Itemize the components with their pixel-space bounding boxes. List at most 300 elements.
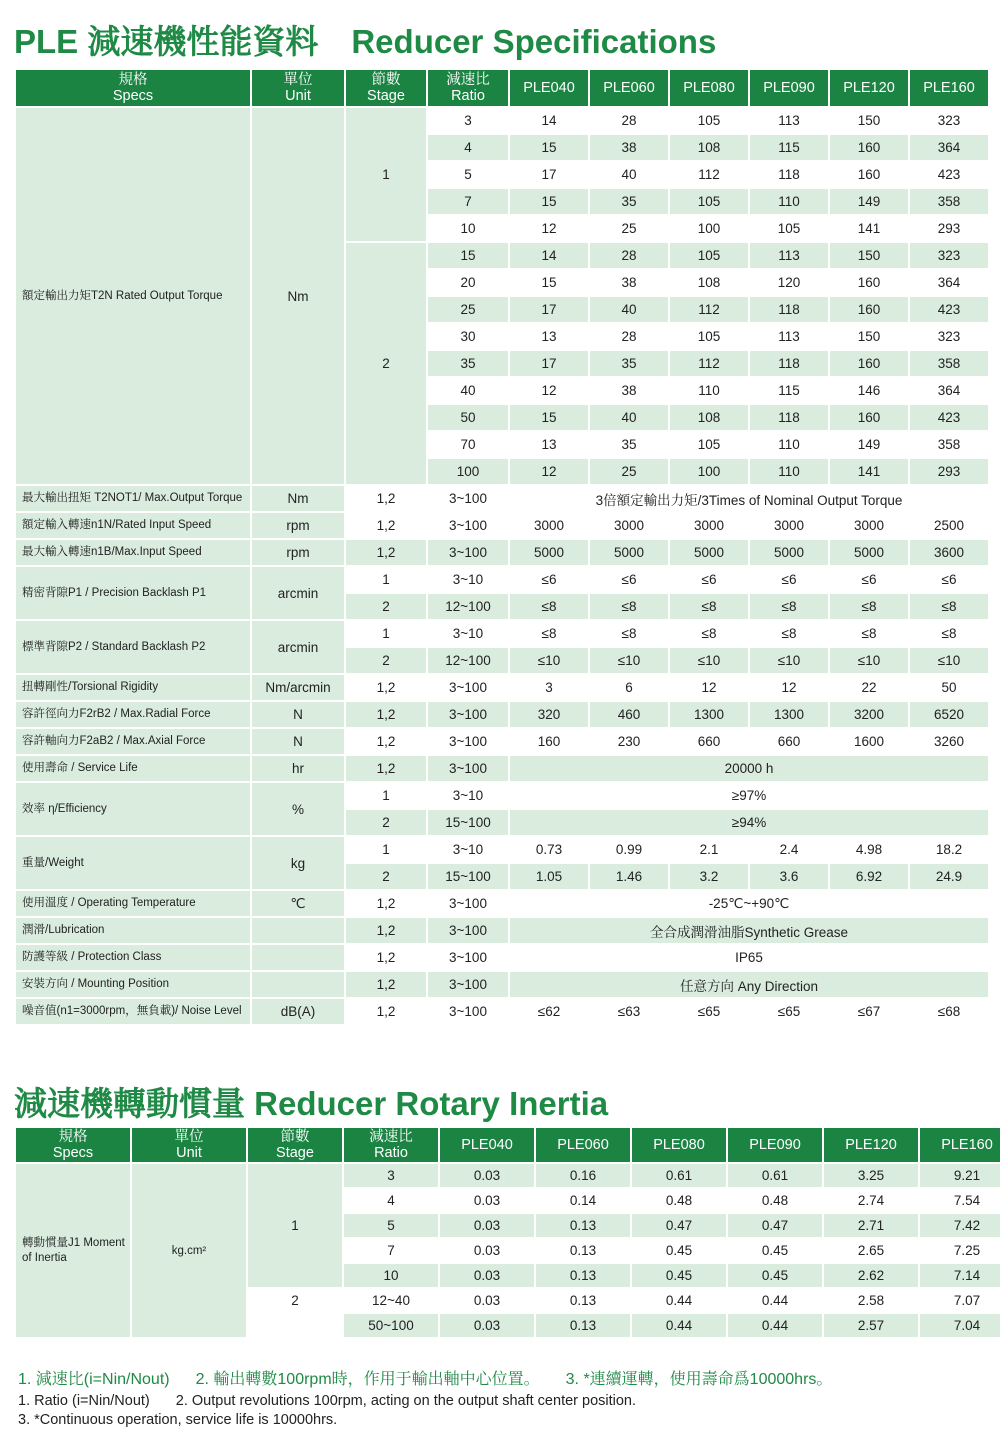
table-cell: hr <box>252 756 344 781</box>
table-cell: ≤8 <box>830 594 908 619</box>
table-cell: 115 <box>750 378 828 403</box>
table-cell: 12 <box>670 675 748 700</box>
table-cell: 2500 <box>910 513 988 538</box>
table-row <box>16 108 988 133</box>
table-cell: 17 <box>510 297 588 322</box>
table-row <box>16 999 988 1024</box>
table-cell: dB(A) <box>252 999 344 1024</box>
table-cell: ≤10 <box>750 648 828 673</box>
table-cell: 40 <box>428 378 508 403</box>
table-cell: 38 <box>590 378 668 403</box>
table-cell: 3~10 <box>428 621 508 646</box>
table-cell: ≤6 <box>830 567 908 592</box>
table-row <box>16 702 988 727</box>
header-model: PLE080 <box>670 70 748 106</box>
row-label: 噪音值(n1=3000rpm，無負載)/ Noise Level <box>16 999 250 1024</box>
header-ratio: 減速比 Ratio <box>344 1128 438 1162</box>
table-cell: 22 <box>830 675 908 700</box>
table-cell: 1 <box>346 621 426 646</box>
table-cell: 0.45 <box>728 1239 822 1262</box>
table-cell: 110 <box>750 432 828 457</box>
table-cell: 13 <box>510 432 588 457</box>
table-cell: 0.13 <box>536 1314 630 1337</box>
table-cell: ≤8 <box>510 594 588 619</box>
table-cell: ≤8 <box>750 621 828 646</box>
table-cell: 2.57 <box>824 1314 918 1337</box>
table-cell: 1300 <box>750 702 828 727</box>
table-cell: ≤6 <box>910 567 988 592</box>
table-cell: 2 <box>346 594 426 619</box>
table-cell: 12 <box>510 459 588 484</box>
table-cell: N <box>252 702 344 727</box>
table-cell: 1.05 <box>510 864 588 889</box>
table-row <box>16 675 988 700</box>
table-cell: 1,2 <box>346 972 426 997</box>
table-cell: 2 <box>346 648 426 673</box>
table-cell: 3倍額定輸出力矩/3Times of Nominal Output Torque <box>510 486 988 511</box>
table-cell: 9.21 <box>920 1164 1000 1187</box>
table-cell: 146 <box>830 378 908 403</box>
table-cell: 0.44 <box>632 1289 726 1312</box>
table-cell: 160 <box>830 135 908 160</box>
table-cell: 25 <box>428 297 508 322</box>
table-cell: 364 <box>910 135 988 160</box>
table-cell: 0.45 <box>632 1264 726 1287</box>
table-cell: 423 <box>910 405 988 430</box>
row-label: 潤滑/Lubrication <box>16 918 250 943</box>
table-cell: 38 <box>590 135 668 160</box>
table-cell: 358 <box>910 432 988 457</box>
table-cell: 40 <box>590 405 668 430</box>
table-cell: 12~100 <box>428 594 508 619</box>
table-cell: 113 <box>750 243 828 268</box>
table-cell: 3~100 <box>428 540 508 565</box>
table-cell: 3~100 <box>428 702 508 727</box>
table-cell <box>252 972 344 997</box>
table-cell: 160 <box>830 162 908 187</box>
table-cell: ≤8 <box>670 621 748 646</box>
row-label: 使用溫度 / Operating Temperature <box>16 891 250 916</box>
table-cell: 3~10 <box>428 783 508 808</box>
table-cell: ≤8 <box>590 594 668 619</box>
table-cell: ≤6 <box>750 567 828 592</box>
table-cell: ≤8 <box>910 621 988 646</box>
table-cell: 3000 <box>830 513 908 538</box>
table-cell: ≤6 <box>510 567 588 592</box>
stage-cell: 2 <box>248 1289 342 1337</box>
table-cell: rpm <box>252 513 344 538</box>
table-cell: ≤10 <box>510 648 588 673</box>
table-cell: 50 <box>428 405 508 430</box>
table-cell: ≥94% <box>510 810 988 835</box>
table-cell: ≤68 <box>910 999 988 1024</box>
table-cell: 1 <box>346 837 426 862</box>
table-cell: ≤8 <box>830 621 908 646</box>
table-cell: 364 <box>910 270 988 295</box>
header-stage: 節數 Stage <box>248 1128 342 1162</box>
table-cell: 0.03 <box>440 1239 534 1262</box>
header-model: PLE040 <box>440 1128 534 1162</box>
table-cell: 110 <box>750 459 828 484</box>
table-cell: 1.46 <box>590 864 668 889</box>
table-cell: 5000 <box>830 540 908 565</box>
table-cell: 15 <box>510 189 588 214</box>
header-specs: 規格 Specs <box>16 1128 130 1162</box>
table-cell: 12 <box>510 378 588 403</box>
table-cell: 28 <box>590 108 668 133</box>
table-cell: 2.74 <box>824 1189 918 1212</box>
notes-en-line1: 1. Ratio (i=Nin/Nout) 2. Output revolutions 100rpm, acting on the output shaft center position. <box>18 1393 637 1409</box>
stage-cell: 1 <box>346 108 426 241</box>
table-cell: ≤10 <box>830 648 908 673</box>
table-cell: 7.04 <box>920 1314 1000 1337</box>
table-cell: 任意方向 Any Direction <box>510 972 988 997</box>
table-cell: 15~100 <box>428 864 508 889</box>
table-cell: 10 <box>344 1264 438 1287</box>
unit-cell: kg <box>252 837 344 889</box>
table-row <box>16 972 988 997</box>
table-cell: 3~100 <box>428 675 508 700</box>
table-cell: 1 <box>346 567 426 592</box>
table-cell: 12~100 <box>428 648 508 673</box>
table-cell: 3~10 <box>428 567 508 592</box>
table-cell: 149 <box>830 189 908 214</box>
unit-cell: % <box>252 783 344 835</box>
table-cell: 323 <box>910 324 988 349</box>
table-row <box>16 540 988 565</box>
table-cell: 118 <box>750 162 828 187</box>
table-cell: 423 <box>910 162 988 187</box>
table-cell: 100 <box>428 459 508 484</box>
table-cell: 7.54 <box>920 1189 1000 1212</box>
table-cell: ≤8 <box>510 621 588 646</box>
table-cell: ≤8 <box>590 621 668 646</box>
table-cell: ≤63 <box>590 999 668 1024</box>
table-cell: 28 <box>590 324 668 349</box>
table-cell: 141 <box>830 216 908 241</box>
table-cell: 358 <box>910 189 988 214</box>
table-cell: 7.14 <box>920 1264 1000 1287</box>
table-cell: 2.65 <box>824 1239 918 1262</box>
table-cell: 70 <box>428 432 508 457</box>
table-cell: 2.4 <box>750 837 828 862</box>
table-cell: 0.99 <box>590 837 668 862</box>
table-row <box>16 783 988 808</box>
table-cell: 35 <box>590 189 668 214</box>
table-cell: 2.1 <box>670 837 748 862</box>
table-cell: 3.6 <box>750 864 828 889</box>
table-cell: 7.25 <box>920 1239 1000 1262</box>
table-cell: ≤10 <box>590 648 668 673</box>
table-cell: 13 <box>510 324 588 349</box>
table-cell: 18.2 <box>910 837 988 862</box>
table-cell: 3000 <box>510 513 588 538</box>
header-model: PLE090 <box>750 70 828 106</box>
table-cell: 35 <box>590 432 668 457</box>
table-cell: 108 <box>670 135 748 160</box>
spec-table <box>14 68 990 1026</box>
table-cell: 150 <box>830 243 908 268</box>
header-model: PLE060 <box>590 70 668 106</box>
table-cell: 0.03 <box>440 1189 534 1212</box>
table-cell: 1 <box>346 783 426 808</box>
table-cell: 149 <box>830 432 908 457</box>
table-cell: 0.03 <box>440 1164 534 1187</box>
notes-en-line2: 3. *Continuous operation, service life is 10000hrs. <box>18 1412 338 1428</box>
table-cell: 35 <box>428 351 508 376</box>
table-cell: 2.62 <box>824 1264 918 1287</box>
header-stage: 節數 Stage <box>346 70 426 106</box>
table-cell: 112 <box>670 162 748 187</box>
table-cell: 3000 <box>670 513 748 538</box>
table-cell: 0.14 <box>536 1189 630 1212</box>
table-cell: 115 <box>750 135 828 160</box>
table-cell: 0.45 <box>632 1239 726 1262</box>
table-row <box>16 621 988 646</box>
table-row <box>16 918 988 943</box>
row-label: 效率 η/Efficiency <box>16 783 250 835</box>
table-cell: 3~100 <box>428 945 508 970</box>
header-unit: 單位 Unit <box>132 1128 246 1162</box>
table-cell <box>252 918 344 943</box>
table-cell: 7 <box>344 1239 438 1262</box>
table-cell: 10 <box>428 216 508 241</box>
table-cell: 660 <box>750 729 828 754</box>
table-cell: 358 <box>910 351 988 376</box>
inertia-title: 減速機轉動慣量 Reducer Rotary Inertia <box>14 1085 609 1122</box>
table-cell: 38 <box>590 270 668 295</box>
table-cell: 1600 <box>830 729 908 754</box>
row-label: 重量/Weight <box>16 837 250 889</box>
table-cell: 15 <box>510 405 588 430</box>
table-row <box>16 1164 1000 1187</box>
table-cell: 113 <box>750 324 828 349</box>
unit-cell: arcmin <box>252 621 344 673</box>
table-cell: 3~100 <box>428 513 508 538</box>
table-cell: 12~40 <box>344 1289 438 1312</box>
table-cell: 35 <box>590 351 668 376</box>
table-cell: 15~100 <box>428 810 508 835</box>
notes-zh: 1. 減速比(i=Nin/Nout) 2. 輸出轉數100rpm時，作用于輸出軸中心位置。 3. *連續運轉，使用壽命爲10000hrs。 <box>18 1371 833 1388</box>
table-cell: 3~100 <box>428 918 508 943</box>
table-cell: 150 <box>830 324 908 349</box>
table-cell: 5000 <box>510 540 588 565</box>
table-cell: 112 <box>670 351 748 376</box>
table-cell: 7 <box>428 189 508 214</box>
table-cell: 12 <box>510 216 588 241</box>
table-cell: ≤67 <box>830 999 908 1024</box>
table-cell: 50~100 <box>344 1314 438 1337</box>
table-cell: 160 <box>830 270 908 295</box>
table-cell: 3260 <box>910 729 988 754</box>
table-cell: 160 <box>830 351 908 376</box>
table-cell: 5 <box>428 162 508 187</box>
table-cell: IP65 <box>510 945 988 970</box>
table-cell: 423 <box>910 297 988 322</box>
table-cell: 118 <box>750 405 828 430</box>
table-cell: 1,2 <box>346 540 426 565</box>
table-cell: 1,2 <box>346 513 426 538</box>
table-cell: 323 <box>910 243 988 268</box>
table-cell: 0.13 <box>536 1264 630 1287</box>
table-cell: ≤6 <box>590 567 668 592</box>
table-cell: 0.16 <box>536 1164 630 1187</box>
table-cell: 15 <box>510 135 588 160</box>
table-cell: 105 <box>670 108 748 133</box>
table-cell: 1300 <box>670 702 748 727</box>
header-model: PLE160 <box>910 70 988 106</box>
row-label: 最大輸出扭矩 T2NOT1/ Max.Output Torque <box>16 486 250 511</box>
table-cell: 0.03 <box>440 1289 534 1312</box>
table-cell: 3200 <box>830 702 908 727</box>
row-label: 安裝方向 / Mounting Position <box>16 972 250 997</box>
table-cell: N <box>252 729 344 754</box>
table-cell: 108 <box>670 405 748 430</box>
table-cell: 4.98 <box>830 837 908 862</box>
table-cell: 3600 <box>910 540 988 565</box>
header-model: PLE060 <box>536 1128 630 1162</box>
table-cell: 1,2 <box>346 918 426 943</box>
table-cell: 3~100 <box>428 729 508 754</box>
table-cell: 4 <box>428 135 508 160</box>
table-cell: ≥97% <box>510 783 988 808</box>
row-label: 容許軸向力F2aB2 / Max.Axial Force <box>16 729 250 754</box>
table-cell: 40 <box>590 162 668 187</box>
table-cell: 323 <box>910 108 988 133</box>
table-cell: 3~100 <box>428 891 508 916</box>
table-cell: 14 <box>510 108 588 133</box>
table-cell <box>252 945 344 970</box>
table-cell: 1,2 <box>346 702 426 727</box>
table-cell: 3.2 <box>670 864 748 889</box>
table-cell: 0.44 <box>632 1314 726 1337</box>
table-cell: 5000 <box>670 540 748 565</box>
header-model: PLE120 <box>824 1128 918 1162</box>
table-cell: 20 <box>428 270 508 295</box>
table-cell: 105 <box>670 432 748 457</box>
table-cell: 24.9 <box>910 864 988 889</box>
table-cell: 460 <box>590 702 668 727</box>
table-cell: 120 <box>750 270 828 295</box>
table-cell: 0.03 <box>440 1314 534 1337</box>
table-cell: 0.47 <box>728 1214 822 1237</box>
table-cell: 40 <box>590 297 668 322</box>
table-cell: 15 <box>428 243 508 268</box>
table-cell: 20000 h <box>510 756 988 781</box>
table-cell: 112 <box>670 297 748 322</box>
row-label: 防護等級 / Protection Class <box>16 945 250 970</box>
table-cell: 1,2 <box>346 486 426 511</box>
table-cell: -25℃~+90℃ <box>510 891 988 916</box>
row-label: 額定輸入轉速n1N/Rated Input Speed <box>16 513 250 538</box>
table-cell: ≤65 <box>670 999 748 1024</box>
table-cell: 0.45 <box>728 1264 822 1287</box>
table-cell: 160 <box>830 297 908 322</box>
unit-cell: kg.cm² <box>132 1164 246 1337</box>
stage-cell: 2 <box>346 243 426 484</box>
table-row <box>16 756 988 781</box>
table-cell: ≤8 <box>910 594 988 619</box>
table-cell: 2 <box>346 810 426 835</box>
table-cell: 25 <box>590 216 668 241</box>
table-cell: 6520 <box>910 702 988 727</box>
unit-cell: arcmin <box>252 567 344 619</box>
table-cell: 3~100 <box>428 999 508 1024</box>
table-cell: 3000 <box>590 513 668 538</box>
table-cell: 1,2 <box>346 756 426 781</box>
table-cell: 118 <box>750 297 828 322</box>
table-cell: 293 <box>910 459 988 484</box>
table-cell: 2 <box>346 864 426 889</box>
table-cell: 105 <box>670 243 748 268</box>
table-cell: 0.61 <box>632 1164 726 1187</box>
unit-cell: Nm <box>252 108 344 484</box>
table-cell: 320 <box>510 702 588 727</box>
table-row <box>16 513 988 538</box>
table-cell: 293 <box>910 216 988 241</box>
table-cell: rpm <box>252 540 344 565</box>
table-cell: 1,2 <box>346 729 426 754</box>
table-cell: 17 <box>510 162 588 187</box>
table-cell: 0.47 <box>632 1214 726 1237</box>
table-cell: Nm/arcmin <box>252 675 344 700</box>
table-cell: 14 <box>510 243 588 268</box>
table-cell: 105 <box>670 189 748 214</box>
table-cell: 5000 <box>750 540 828 565</box>
spec-header-row <box>16 70 988 106</box>
table-cell: 1,2 <box>346 999 426 1024</box>
table-cell: 113 <box>750 108 828 133</box>
table-cell: 30 <box>428 324 508 349</box>
header-model: PLE090 <box>728 1128 822 1162</box>
table-cell: 0.13 <box>536 1239 630 1262</box>
table-cell: 4 <box>344 1189 438 1212</box>
table-cell: 105 <box>750 216 828 241</box>
row-label: 扭轉剛性/Torsional Rigidity <box>16 675 250 700</box>
inertia-table <box>14 1126 1000 1339</box>
table-cell: 0.48 <box>632 1189 726 1212</box>
table-cell: 230 <box>590 729 668 754</box>
table-cell: 5000 <box>590 540 668 565</box>
table-cell: 160 <box>510 729 588 754</box>
table-cell: 3.25 <box>824 1164 918 1187</box>
table-cell: 0.13 <box>536 1214 630 1237</box>
table-cell: 150 <box>830 108 908 133</box>
table-cell: 0.61 <box>728 1164 822 1187</box>
row-label: 轉動慣量J1 Moment of Inertia <box>16 1164 130 1337</box>
table-cell: 2.58 <box>824 1289 918 1312</box>
table-cell: 660 <box>670 729 748 754</box>
table-cell: ≤10 <box>910 648 988 673</box>
table-row <box>16 891 988 916</box>
header-specs: 規格 Specs <box>16 70 250 106</box>
table-cell: 7.42 <box>920 1214 1000 1237</box>
table-row <box>16 945 988 970</box>
header-model: PLE080 <box>632 1128 726 1162</box>
table-cell: 3 <box>510 675 588 700</box>
table-cell: ≤62 <box>510 999 588 1024</box>
table-cell: 0.13 <box>536 1289 630 1312</box>
table-cell: Nm <box>252 486 344 511</box>
table-cell: ≤65 <box>750 999 828 1024</box>
table-cell: 3~100 <box>428 972 508 997</box>
table-cell: 6.92 <box>830 864 908 889</box>
table-cell: 105 <box>670 324 748 349</box>
table-row <box>16 729 988 754</box>
table-cell: 3 <box>344 1164 438 1187</box>
table-cell: 15 <box>510 270 588 295</box>
row-label: 標準背隙P2 / Standard Backlash P2 <box>16 621 250 673</box>
